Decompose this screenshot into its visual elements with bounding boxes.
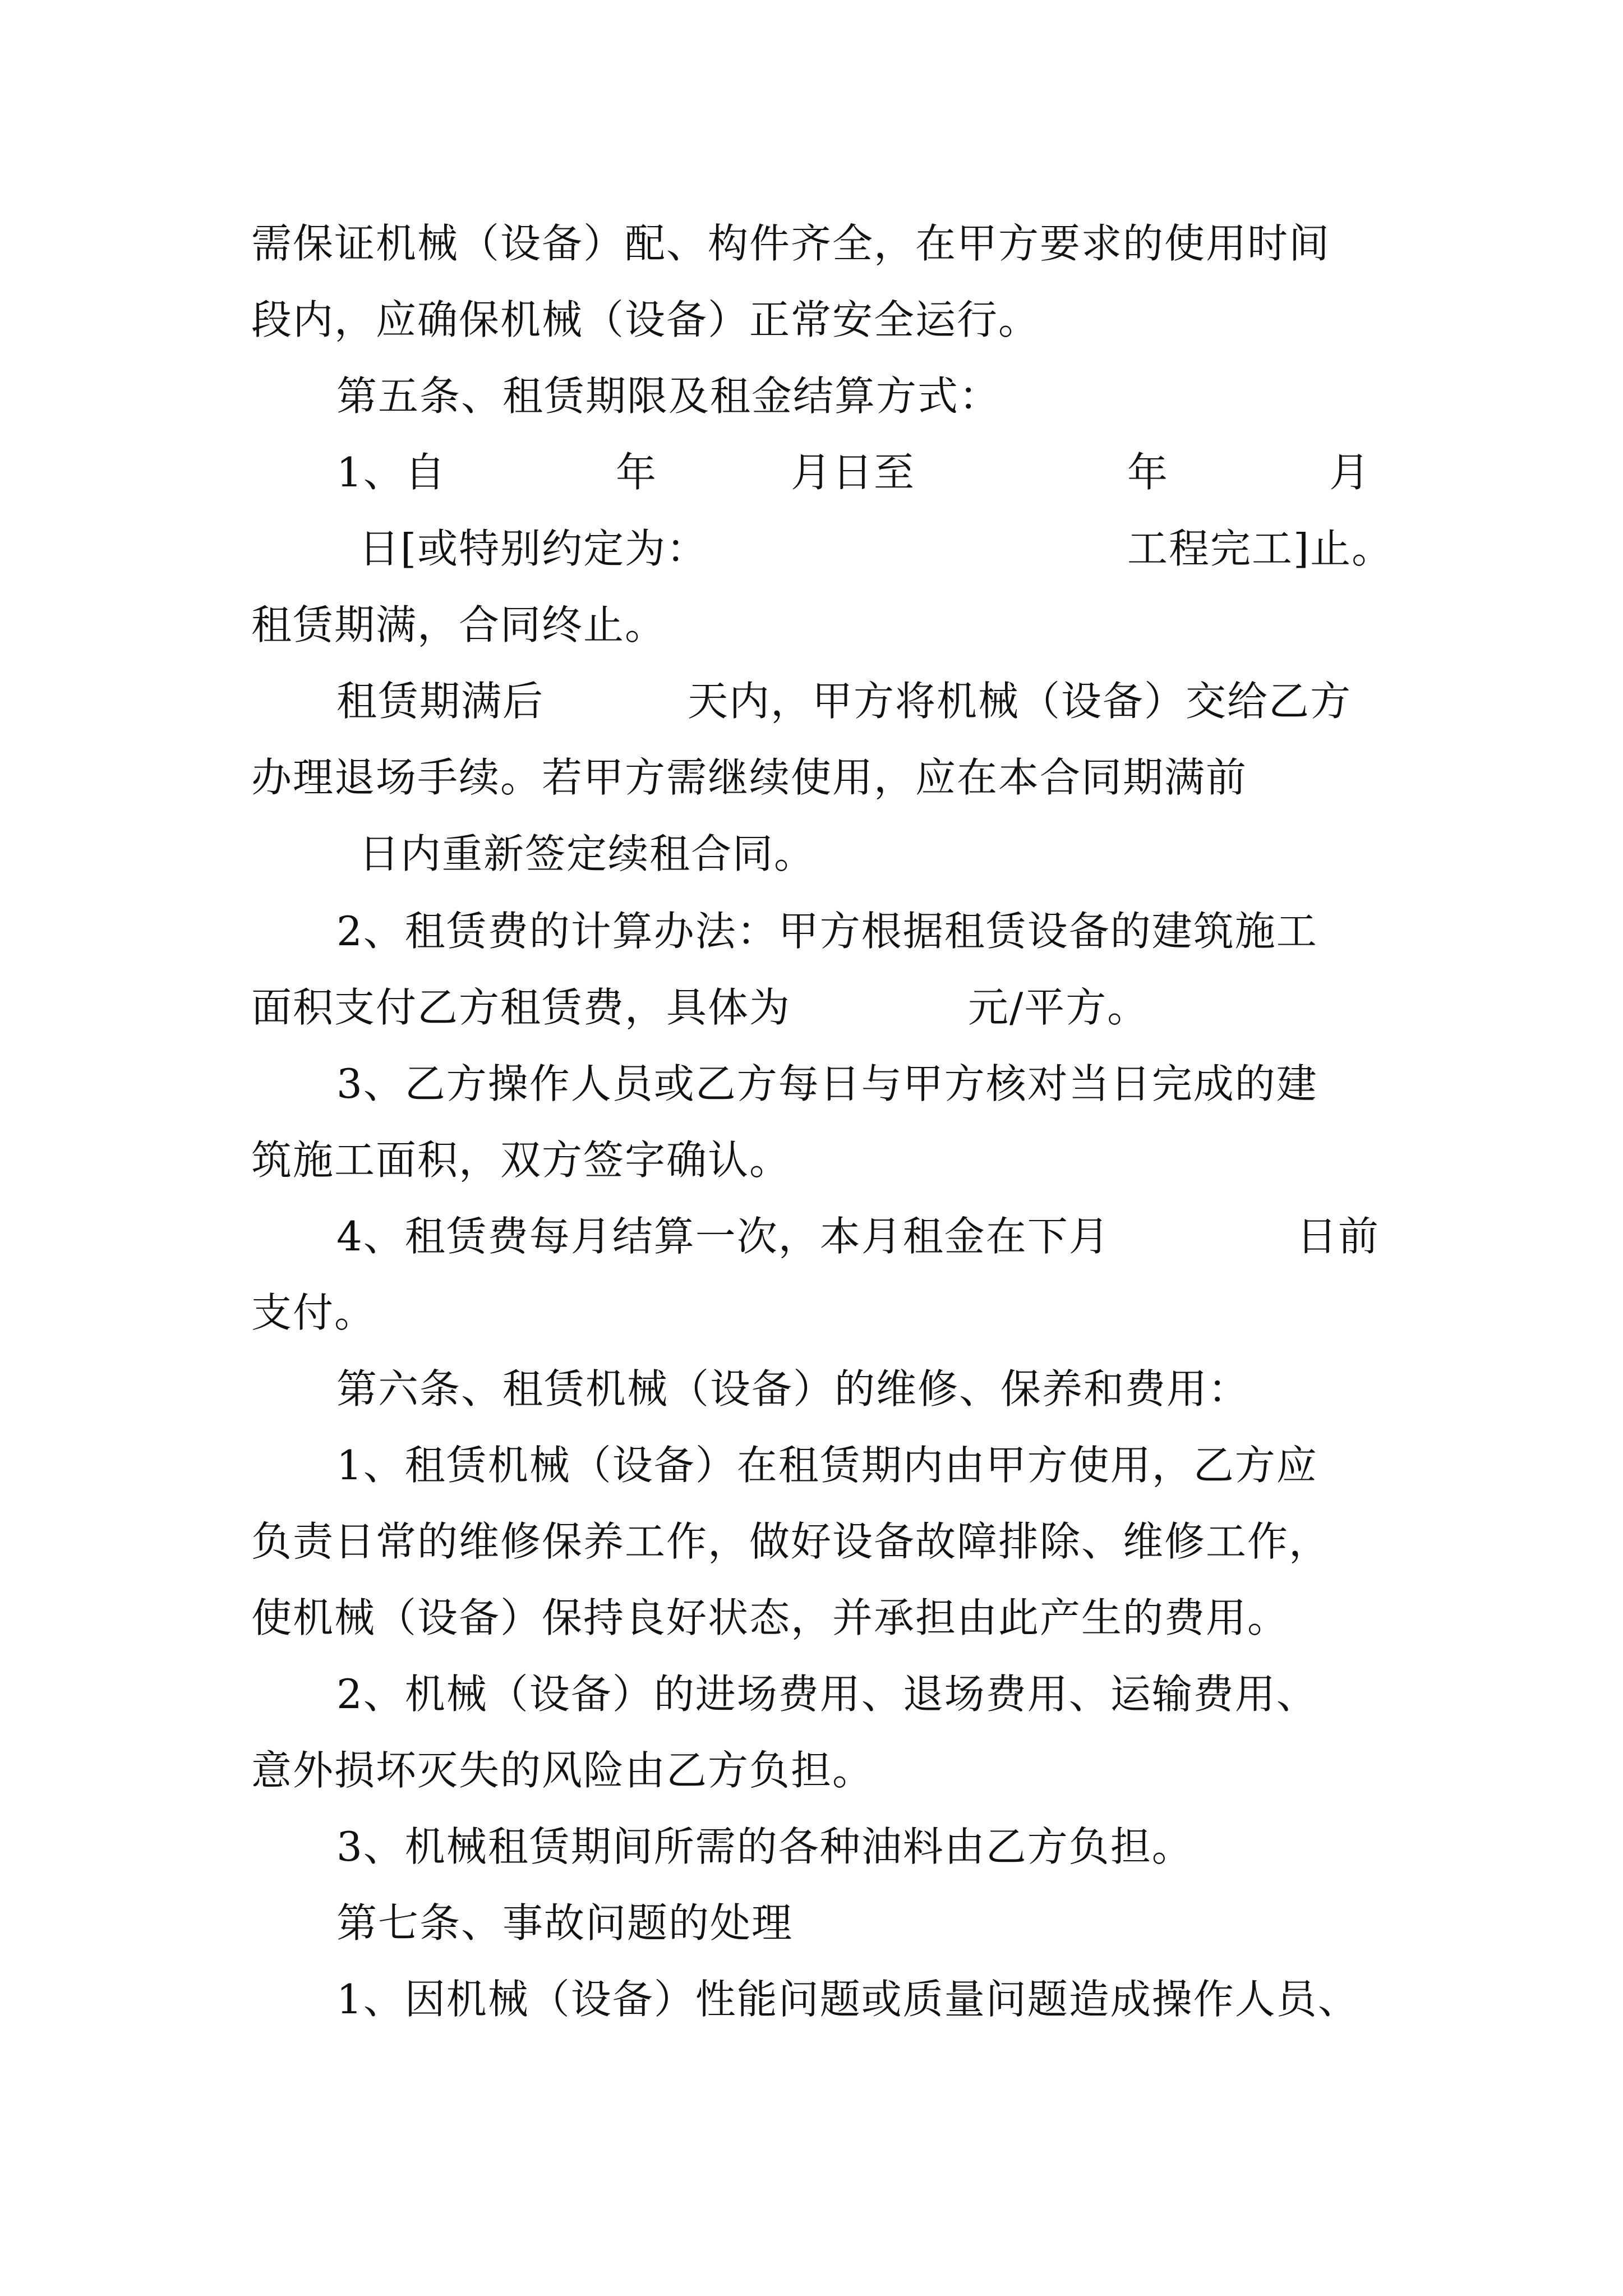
text-line [251,215,1407,272]
text-segment: 段内，应确保机械（设备）正常安全运行。 [251,296,1040,343]
text-line [336,1056,1492,1112]
text-line [251,1590,1407,1646]
text-line [359,521,1514,577]
text-line [336,1971,1492,2027]
text-segment: 支付。 [251,1289,376,1336]
section-heading [336,368,1492,424]
text-segment: 年 [616,449,658,496]
text-segment: 办理退场手续。若甲方需继续使用，应在本合同期满前 [251,754,1248,801]
text-line [251,1132,1407,1188]
text-line [336,903,1492,959]
section-heading [336,1895,1492,1951]
text-line [336,1819,1492,1875]
text-line [251,1285,1407,1341]
text-segment: 工程完工]止。 [1127,525,1394,572]
text-segment: 租赁期满后 [336,678,545,725]
text-segment: 需保证机械（设备）配、构件齐全，在甲方要求的使用时间 [251,220,1331,267]
text-line [359,826,1514,882]
text-segment: 1、自 [336,449,446,496]
text-segment: 1、因机械（设备）性能问题或质量问题造成操作人员、 [336,1976,1359,2023]
text-segment: 3、乙方操作人员或乙方每日与甲方核对当日完成的建 [336,1060,1318,1107]
text-line [251,749,1407,806]
text-segment: 月日至 [791,449,916,496]
text-line [251,1742,1407,1798]
text-segment: 第五条、租赁期限及租金结算方式： [336,372,1001,420]
text-segment: 2、租赁费的计算办法：甲方根据租赁设备的建筑施工 [336,908,1318,955]
text-segment: 年 [1127,449,1169,496]
text-segment: 1、租赁机械（设备）在租赁期内由甲方使用，乙方应 [336,1442,1318,1489]
text-segment: 4、租赁费每月结算一次，本月租金在下月 [336,1213,1110,1260]
text-segment: 3、机械租赁期间所需的各种油料由乙方负担。 [336,1823,1193,1870]
text-segment: 日[或特别约定为： [359,525,708,572]
text-segment: 天内，甲方将机械（设备）交给乙方 [688,678,1352,725]
text-segment: 元/平方。 [968,984,1149,1031]
text-segment: 负责日常的维修保养工作，做好设备故障排除、维修工作， [251,1518,1331,1565]
text-line [251,597,1407,653]
text-segment: 第七条、事故问题的处理 [336,1899,794,1947]
text-line [336,673,1492,729]
text-segment: 2、机械（设备）的进场费用、退场费用、运输费用、 [336,1671,1318,1718]
text-line [336,1208,1492,1264]
text-segment: 日前 [1297,1213,1380,1260]
section-heading [336,1361,1492,1417]
text-line [336,1437,1492,1493]
text-line [336,1666,1492,1722]
text-segment: 租赁期满，合同终止。 [251,601,667,648]
text-segment: 日内重新签定续租合同。 [359,830,816,877]
text-line [251,979,1407,1036]
text-line [336,444,1492,500]
text-segment: 第六条、租赁机械（设备）的维修、保养和费用： [336,1365,1250,1412]
text-line [251,1513,1407,1570]
text-segment: 使机械（设备）保持良好状态，并承担由此产生的费用。 [251,1594,1289,1641]
text-segment: 月 [1329,449,1371,496]
text-segment: 意外损坏灭失的风险由乙方负担。 [251,1747,874,1794]
text-segment: 面积支付乙方租赁费，具体为 [251,984,791,1031]
text-line [251,292,1407,348]
text-segment: 筑施工面积，双方签字确认。 [251,1137,791,1184]
